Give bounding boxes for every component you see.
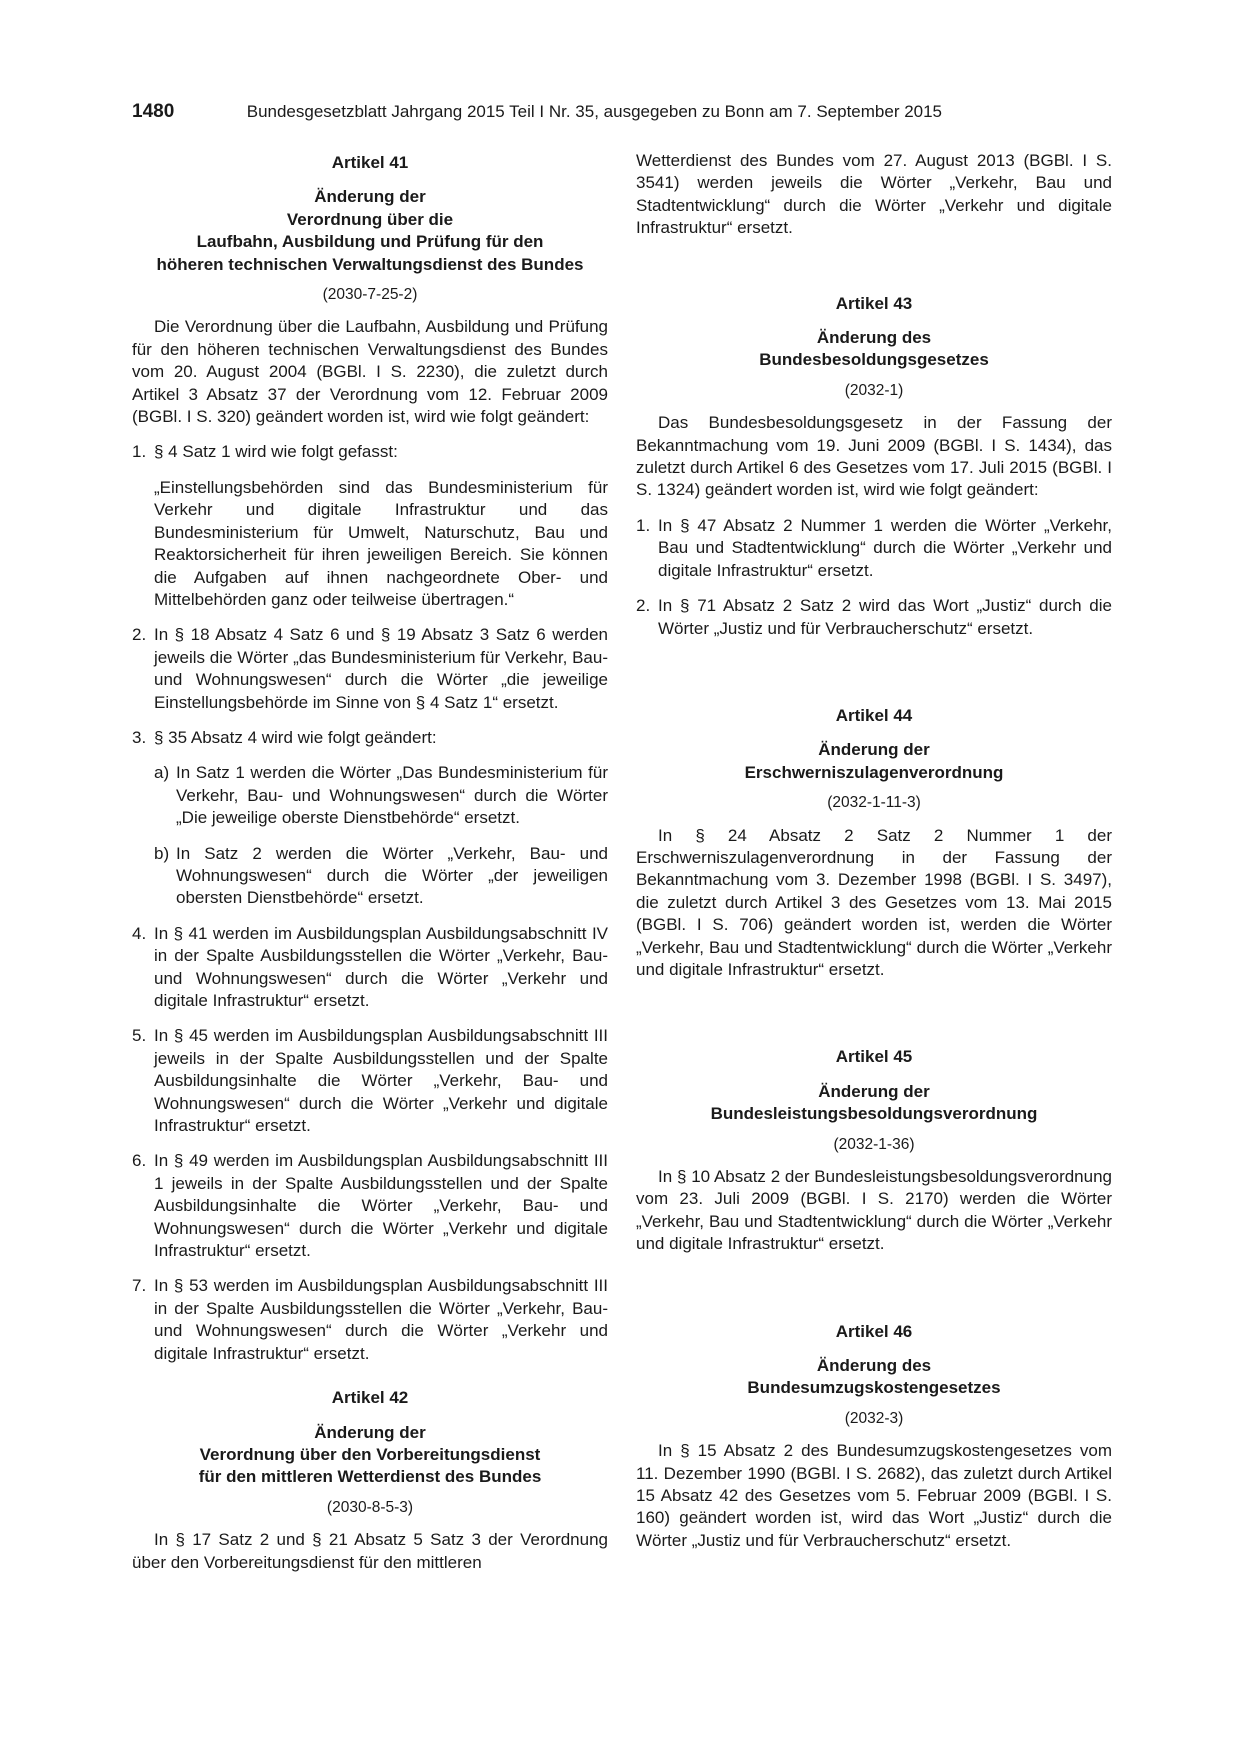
item-text: In § 18 Absatz 4 Satz 6 und § 19 Absatz 3 Satz 6 werden jeweils die Wörter „das Bundesministerium für Verkehr, Bau- und Wohnungswesen“ durch die Wörter „die jeweilige Einstellungsbehörde im Sinne von § 4 Satz 1“ ersetzt. [154,625,608,712]
subitem-letter: b) [154,843,170,863]
article-heading: Artikel 44 [835,705,913,725]
item-text: In § 41 werden im Ausbildungsplan Ausbildungsabschnitt IV in der Spalte Ausbildungsstellen die Wörter „Verkehr, Bau- und Wohnungswesen“ durch die Wörter „Verkehr und digitale Infrastruktur“ ersetzt. [154,923,608,1010]
left-column [132,152,608,1574]
item-number: 1. [132,442,147,462]
article-heading: Artikel 46 [835,1321,913,1341]
list-item [132,624,608,714]
title-line: Änderung der [818,1081,930,1101]
list-item [636,515,1112,582]
item-text: In § 49 werden im Ausbildungsplan Ausbildungsabschnitt III 1 jeweils in der Spalte Ausbildungsstellen und der Spalte Ausbildungsinhalte die Wörter „Verkehr, Bau- und Wohnungswesen“ durch die Wörter „Verkehr und digitale Infrastruktur“ ersetzt. [154,1151,608,1261]
title-line: höheren technischen Verwaltungsdienst des Bundes [156,254,584,274]
item-number: 3. [132,727,147,747]
title-line: Änderung des [816,1356,932,1376]
article-title [132,1422,608,1489]
quoted-text: „Einstellungsbehörden sind das Bundesministerium für Verkehr und digitale Infrastruktur und das Bundesministerium für Umwelt, Naturschutz, Bau und Reaktorsicherheit für ihren jeweiligen Bereich. Sie können die Aufgaben auf ihnen nachgeordnete Ober- und Mittelbehörden ganz oder teilweise übertragen.“ [154,477,608,609]
list-item [132,923,608,1013]
article-heading: Artikel 45 [835,1047,913,1067]
right-column [636,150,1112,1565]
article-text: In § 24 Absatz 2 Satz 2 Nummer 1 der Erschwerniszulagenverordnung in der Fassung der Bekanntmachung vom 3. Dezember 1998 (BGBl. I S. 3497), die zuletzt durch Artikel 3 des Gesetzes vom 13. Mai 2015 (BGBl. I S. 706) geändert worden ist, werden die Wörter „Verkehr, Bau und Stadtentwicklung“ durch die Wörter „Verkehr und digitale Infrastruktur“ ersetzt. [636,825,1112,979]
title-line: Bundesbesoldungsgesetzes [759,350,989,370]
title-line: Änderung der [314,1422,426,1442]
article-title [636,1355,1112,1400]
article-text: In § 17 Satz 2 und § 21 Absatz 5 Satz 3 der Verordnung über den Vorbereitungsdienst für den mittleren [132,1530,608,1572]
classification-code: (2032-1-11-3) [827,794,921,812]
list-item [132,1025,608,1137]
list-item [132,727,608,749]
classification-code: (2030-7-25-2) [322,286,418,304]
intro-paragraph: Das Bundesbesoldungsgesetz in der Fassung der Bekanntmachung vom 19. Juni 2009 (BGBl. I S. 1434), das zuletzt durch Artikel 6 des Gesetzes vom 17. Juli 2015 (BGBl. I S. 1324) geändert worden ist, wird wie folgt geändert: [636,413,1112,500]
subitem-letter: a) [154,763,170,783]
article-title [132,186,608,276]
title-line: Änderung des [816,328,932,348]
classification-code: (2032-3) [844,1409,904,1427]
subitem-text: In Satz 1 werden die Wörter „Das Bundesministerium für Verkehr, Bau- und Wohnungswesen“ durch die Wörter „Die jeweilige oberste Dienstbehörde“ ersetzt. [176,763,608,828]
article-41 [132,152,608,1365]
title-line: Änderung der [818,740,930,760]
article-title [636,739,1112,784]
article-42 [132,1387,608,1574]
classification-code: (2032-1) [844,381,904,399]
list-item [132,441,608,463]
sub-list-item [154,843,608,910]
item-number: 4. [132,923,147,943]
title-line: für den mittleren Wetterdienst des Bundes [198,1467,542,1487]
title-line: Verordnung über den Vorbereitungsdienst [199,1444,541,1464]
item-text: In § 71 Absatz 2 Satz 2 wird das Wort „Justiz“ durch die Wörter „Justiz und für Verbraucherschutz“ ersetzt. [658,596,1112,638]
article-title [636,327,1112,372]
list-item [132,1150,608,1262]
title-line: Laufbahn, Ausbildung und Prüfung für den [196,232,544,252]
page-header [132,101,1112,123]
item-text: In § 53 werden im Ausbildungsplan Ausbildungsabschnitt III in der Spalte Ausbildungsstellen die Wörter „Verkehr, Bau- und Wohnungswesen“ durch die Wörter „Verkehr und digitale Infrastruktur“ ersetzt. [154,1276,608,1363]
item-number: 5. [132,1026,147,1046]
article-title [636,1081,1112,1126]
item-number: 7. [132,1276,147,1296]
list-item [636,595,1112,640]
intro-paragraph: Die Verordnung über die Laufbahn, Ausbildung und Prüfung für den höheren technischen Verwaltungsdienst des Bundes vom 20. August 2004 (BGBl. I S. 2230), die zuletzt durch Artikel 3 Absatz 37 der Verordnung vom 12. Februar 2009 (BGBl. I S. 320) geändert worden ist, wird wie folgt geändert: [132,317,608,427]
classification-code: (2032-1-36) [833,1135,915,1153]
list-item [132,1275,608,1365]
running-title: Bundesgesetzblatt Jahrgang 2015 Teil I Nr. 35, ausgegeben zu Bonn am 7. September 2015 [246,102,943,121]
item-number: 2. [636,596,651,616]
article-42-continuation: Wetterdienst des Bundes vom 27. August 2013 (BGBl. I S. 3541) werden jeweils die Wörter „Verkehr, Bau und Stadtentwicklung“ durch die Wörter „Verkehr und digitale Infrastruktur“ ersetzt. [636,151,1112,238]
article-43 [636,293,1112,640]
title-line: Änderung der [314,187,426,207]
title-line: Erschwerniszulagenverordnung [744,762,1004,782]
item-text: In § 45 werden im Ausbildungsplan Ausbildungsabschnitt III jeweils in der Spalte Ausbildungsstellen und der Spalte Ausbildungsinhalte die Wörter „Verkehr, Bau- und Wohnungswesen“ durch die Wörter „Verkehr und digitale Infrastruktur“ ersetzt. [154,1026,608,1136]
item-number: 1. [636,515,651,535]
title-line: Bundesumzugskostengesetzes [747,1378,1001,1398]
article-text: In § 15 Absatz 2 des Bundesumzugskostengesetzes vom 11. Dezember 1990 (BGBl. I S. 2682), das zuletzt durch Artikel 15 Absatz 42 des Gesetzes vom 5. Februar 2009 (BGBl. I S. 160) geändert worden ist, wird das Wort „Justiz“ durch die Wörter „Justiz und für Verbraucherschutz“ ersetzt. [636,1441,1112,1550]
sub-list-item [154,762,608,829]
item-text: § 4 Satz 1 wird wie folgt gefasst: [154,442,398,462]
article-heading: Artikel 43 [835,293,913,313]
title-line: Verordnung über die [286,209,454,229]
item-text: § 35 Absatz 4 wird wie folgt geändert: [154,727,437,747]
article-46 [636,1321,1112,1553]
item-number: 6. [132,1151,147,1171]
subitem-text: In Satz 2 werden die Wörter „Verkehr, Bau- und Wohnungswesen“ durch die Wörter „der jeweiligen obersten Dienstbehörde“ ersetzt. [176,843,608,908]
classification-code: (2030-8-5-3) [326,1498,414,1516]
item-text: In § 47 Absatz 2 Nummer 1 werden die Wörter „Verkehr, Bau und Stadtentwicklung“ durch die Wörter „Verkehr und digitale Infrastruktur“ ersetzt. [658,515,1112,580]
article-heading: Artikel 42 [331,1388,409,1408]
article-45 [636,1046,1112,1255]
item-number: 2. [132,625,147,645]
article-text: In § 10 Absatz 2 der Bundesleistungsbesoldungsverordnung vom 23. Juli 2009 (BGBl. I S. 2170) werden die Wörter „Verkehr, Bau und Stadtentwicklung“ durch die Wörter „Verkehr und digitale Infrastruktur“ ersetzt. [636,1167,1112,1254]
article-heading: Artikel 41 [331,153,409,172]
page-number: 1480 [132,101,175,122]
title-line: Bundesleistungsbesoldungsverordnung [710,1104,1038,1124]
article-44 [636,705,1112,981]
